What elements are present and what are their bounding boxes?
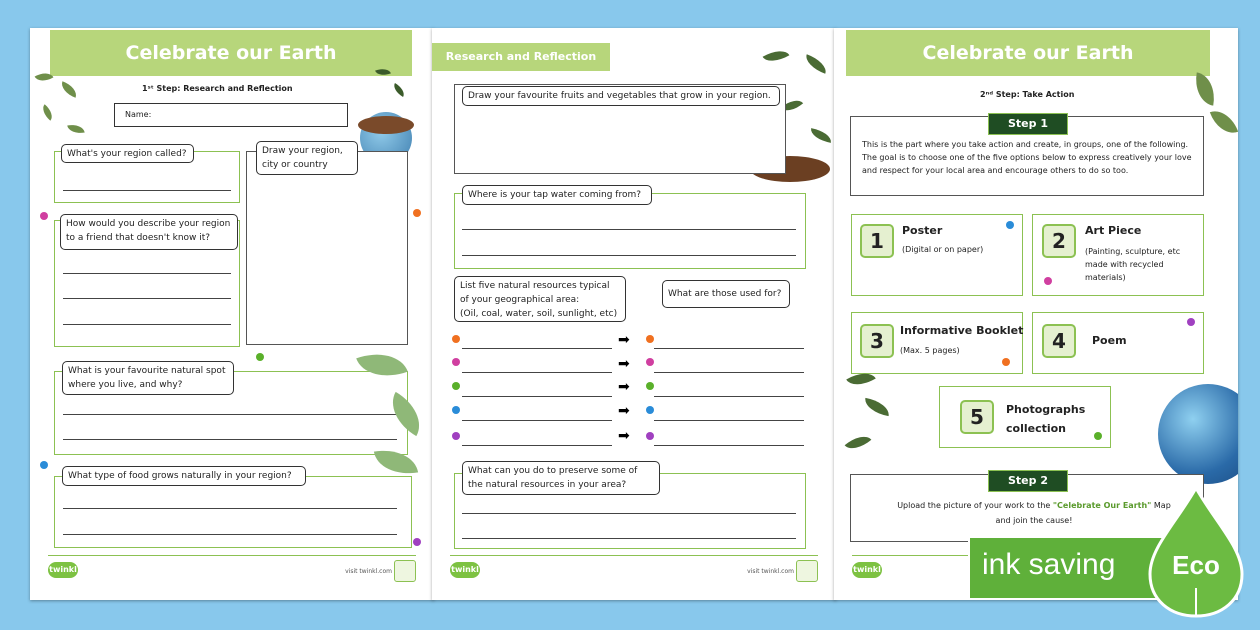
eco-label: Eco [1172,550,1220,580]
bullet-dot [646,432,654,440]
answer-line [654,348,804,349]
question-used: What are those used for? [662,280,790,308]
answer-line [462,420,612,421]
step2-text-post: and join the cause! [995,516,1073,525]
question-resources [454,276,626,322]
page-title: Celebrate our Earth [846,30,1210,76]
question-water: Where is your tap water coming from? [462,185,652,205]
leaf-decoration [863,398,891,416]
bullet-dot [1094,432,1102,440]
answer-line [462,445,612,446]
step2-text-pre: Upload the picture of your work to the [897,501,1053,510]
option-number: 2 [1042,224,1076,258]
bullet-dot [646,335,654,343]
leaf-decoration [845,430,872,455]
leaf-decoration [67,123,84,136]
question-describe: How would you describe your region to a friend that doesn't know it? [60,214,238,250]
footer-visit-text: visit twinkl.com [747,568,794,575]
draw-box-region[interactable] [246,151,408,345]
option-title: Poem [1092,334,1127,347]
bullet-dot [1002,358,1010,366]
answer-line [63,439,397,440]
option-title: Poster [902,224,943,237]
ink-saving-label: ink saving [982,548,1116,581]
leaf-decoration [39,104,56,121]
leaf-decoration [59,81,80,97]
step2-tag: Step 2 [988,470,1068,492]
bullet-dot [452,432,460,440]
option-subtitle: (Max. 5 pages) [900,346,960,355]
answer-line [654,372,804,373]
question-spot: What is your favourite natural spot where you live, and why? [62,361,234,395]
question-draw: Draw your region, city or country [256,141,358,175]
step1-text: This is the part where you take action and create, in groups, one of the following. The goal is to choose one of the five options below to express creatively your love and respect for your local area and encourage others to do so too. [862,140,1192,175]
question-fruits: Draw your favourite fruits and vegetables that grow in your region. [462,86,780,106]
option-number: 1 [860,224,894,258]
question-resources-examples: (Oil, coal, water, soil, sunlight, etc) [460,309,618,319]
bullet-dot [646,406,654,414]
answer-line [63,534,397,535]
leaf-decoration [803,54,830,73]
bullet-dot [646,382,654,390]
leaf-decoration [1192,72,1219,105]
question-region: What's your region called? [61,144,194,163]
leaf-decoration [809,128,833,143]
footer-divider [48,555,416,556]
option-subtitle: (Digital or on paper) [902,245,984,254]
eco-badge-icon [394,560,416,582]
twinkl-logo: twinkl [48,562,78,578]
answer-line [63,324,231,325]
answer-line [654,420,804,421]
arrow-right-icon: ➡ [618,379,630,395]
worksheet-page-2 [432,28,836,600]
question-resources-text: List five natural resources typical of your geographical area: [460,281,610,305]
twinkl-logo: twinkl [450,562,480,578]
leaf-decoration [763,45,790,67]
bullet-dot [1187,318,1195,326]
leaf-decoration [391,83,407,97]
bullet-dot [452,335,460,343]
answer-line [462,348,612,349]
bullet-dot [646,358,654,366]
option-number: 5 [960,400,994,434]
answer-line [654,445,804,446]
answer-line [63,414,397,415]
step1-tag: Step 1 [988,113,1068,135]
bullet-dot [40,212,48,220]
name-label: Name: [125,110,152,119]
eco-drop-icon [1146,488,1246,618]
option-number: 4 [1042,324,1076,358]
footer-divider [450,555,818,556]
option-title: Art Piece [1085,224,1142,237]
leaf-decoration [1210,105,1238,138]
page-title: Celebrate our Earth [50,30,412,76]
answer-line [462,255,796,256]
bullet-dot [452,358,460,366]
bullet-dot [413,538,421,546]
step2-text-mid: Map [1151,501,1171,510]
question-preserve: What can you do to preserve some of the natural resources in your area? [462,461,660,495]
question-food: What type of food grows naturally in your region? [62,466,306,486]
option-subtitle: (Painting, sculpture, etc made with recycled materials) [1085,247,1181,282]
option-title: Informative Booklet [900,324,1024,337]
arrow-right-icon: ➡ [618,403,630,419]
answer-line [63,273,231,274]
step-heading: 1ˢᵗ Step: Research and Reflection [142,84,293,93]
globe-illustration [1158,384,1238,484]
footer-visit-text: visit twinkl.com [345,568,392,575]
answer-line [63,508,397,509]
arrow-right-icon: ➡ [618,356,630,372]
bullet-dot [452,382,460,390]
answer-line [654,396,804,397]
step2-link[interactable]: "Celebrate Our Earth" [1052,501,1152,510]
answer-box-food[interactable] [54,476,412,548]
answer-line [462,229,796,230]
bullet-dot [413,209,421,217]
answer-line [462,513,796,514]
worksheet-page-1 [30,28,434,600]
bullet-dot [452,406,460,414]
page-title: Research and Reflection [432,43,610,71]
bullet-dot [1044,277,1052,285]
arrow-right-icon: ➡ [618,332,630,348]
answer-line [63,298,231,299]
step-heading: 2ⁿᵈ Step: Take Action [980,90,1075,99]
answer-line [462,538,796,539]
eco-badge-icon [796,560,818,582]
bullet-dot [1006,221,1014,229]
bullet-dot [256,353,264,361]
option-title: Photographs collection [1006,403,1086,435]
twinkl-logo: twinkl [852,562,882,578]
arrow-right-icon: ➡ [618,428,630,444]
answer-line [462,372,612,373]
option-number: 3 [860,324,894,358]
answer-line [63,190,231,191]
bullet-dot [40,461,48,469]
soil-illustration [358,116,414,134]
answer-line [462,396,612,397]
